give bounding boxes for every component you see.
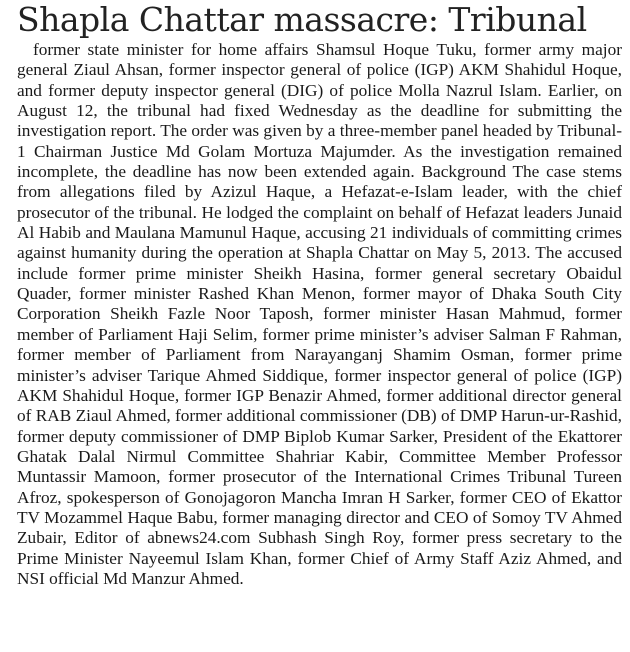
article-body: former state minister for home affairs Shamsul Hoque Tuku, former army major general Ziaul Ahsan, former inspector general of police (IGP) AKM Shahidul Hoque, and former deputy inspector general (DIG) of police Molla Nazrul Islam. Earlier, on August 12, the tribunal had fixed Wednesday as the deadline for submitting the investigation report. The order was given by a three-member panel headed by Tribunal-1 Chairman Justice Md Golam Mortuza Majumder. As the investigation remained incomplete, the deadline has now been extended again. Background The case stems from allegations filed by Azizul Haque, a Hefazat-e-Islam leader, with the chief prosecutor of the tribunal. He lodged the complaint on behalf of Hefazat leaders Junaid Al Habib and Maulana Mamunul Haque, accusing 21 individuals of committing crimes against humanity during the operation at Shapla Chattar on May 5, 2013. The accused include former prime minister Sheikh Hasina, former general secretary Obaidul Quader, former minister Rashed Khan Menon, former mayor of Dhaka South City Corporation Sheikh Fazle Noor Taposh, former minister Hasan Mahmud, former member of Parliament Haji Selim, former prime minister’s adviser Salman F Rahman, former member of Parliament from Narayanganj Shamim Osman, former prime minister’s adviser Tarique Ahmed Siddique, former inspector general of police (IGP) AKM Shahidul Hoque, former IGP Benazir Ahmed, former additional director general of RAB Ziaul Ahmed, former additional commissioner (DB) of DMP Harun-ur-Rashid, former deputy commissioner of DMP Biplob Kumar Sarker, President of the Ekattorer Ghatak Dalal Nirmul Committee Shahriar Kabir, Committee Member Professor Muntassir Mamoon, former prosecutor of the International Crimes Tribunal Tureen Afroz, spokesperson of Gonojagoron Mancha Imran H Sarker, former CEO of Ekattor TV Mozammel Haque Babu, former managing director and CEO of Somoy TV Ahmed Zubair, Editor of abnews24.com Subhash Singh Roy, former press secretary to the Prime Minister Nayeemul Islam Khan, former Chief of Army Staff Aziz Ahmed, and NSI official Md Manzur Ahmed. <box>17 40 622 588</box>
article-headline: Shapla Chattar massacre: Tribunal <box>17 0 587 39</box>
